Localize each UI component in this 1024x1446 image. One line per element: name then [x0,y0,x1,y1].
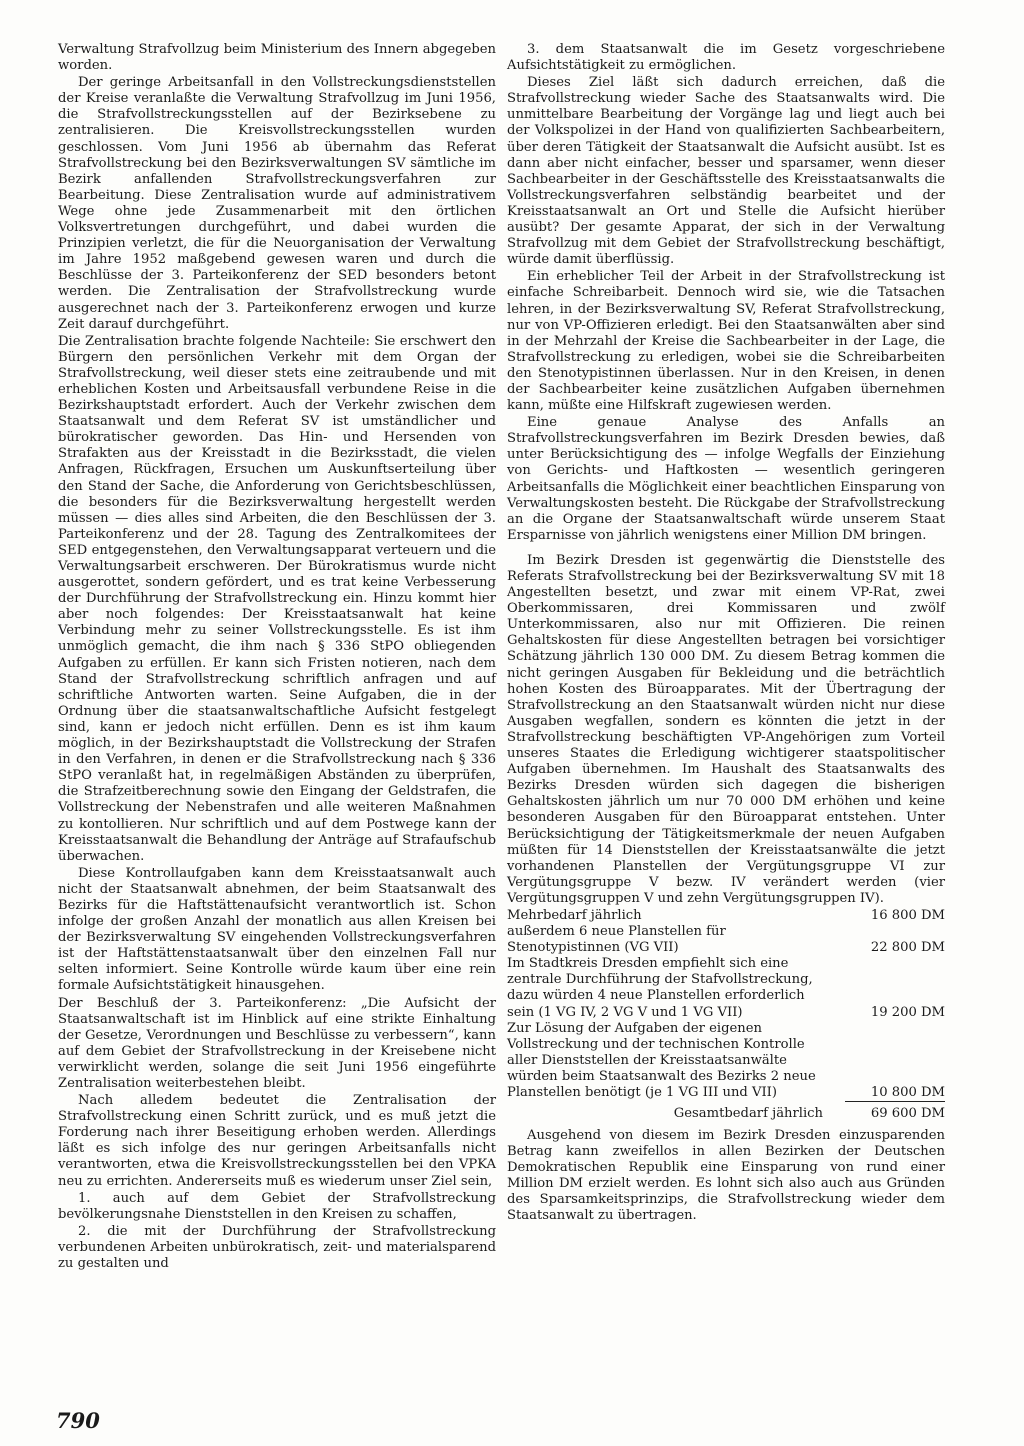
table-row [507,956,945,1020]
cost-amount: 10 800 DM [870,1084,945,1100]
table-row [507,1021,945,1101]
paragraph: Die Zentralisation brachte folgende Nachteile: Sie erschwert den Bürgern den persönlichen Verkehr mit dem Organ der Strafvollstreckung, weil dieser stets eine zeitraubende und mit erheblichen Kosten und Arbeitsausfall verbundene Reise in die Bezirkshauptstadt erfordert. Auch der Verkehr zwischen dem Staatsanwalt und dem Referat SV ist umständlicher und bürokratischer geworden. Das Hin- und Hersenden von Strafakten aus der Kreisstadt in die Bezirksstadt, die vielen Anfragen, Rückfragen, Ersuchen um Auskunftserteilung über den Stand der Sache, die Anforderung von Gerichtsbeschlüssen, die besonders für die Bezirksverwaltung hergestellt werden müssen — dies alles sind Arbeiten, die den Beschlüssen der 3. Parteikonferenz und der 28. Tagung des Zentralkomitees der SED entgegenstehen, den Verwaltungsapparat verteuern und die Verwaltungsarbeit erschweren. Der Bürokratismus wurde nicht ausgerottet, sondern gefördert, und es trat keine Verbesserung der Durchführung der Strafvollstreckung ein. Hinzu kommt hier aber noch folgendes: Der Kreisstaatsanwalt hat keine Verbindung mehr zu seiner Vollstreckungsstelle. Es ist ihm unmöglich gemacht, die ihm nach § 336 StPO obliegenden Aufgaben zu erfüllen. Er kann sich Fristen notieren, nach dem Stand der Strafvollstreckung schriftlich anfragen und auf schriftliche Antworten warten. Seine Aufgaben, die in der Ordnung über die staatsanwaltschaftliche Aufsicht festgelegt sind, kann er jedoch nicht erfüllen. Denn es ist ihm kaum möglich, in der Bezirkshauptstadt die Vollstreckung der Strafen in den Verfahren, in denen er die Strafvollstreckung nach § 336 StPO veranlaßt hat, in regelmäßigen Abständen zu überprüfen, die Strafzeitberechnung sowie den Eingang der Geldstrafen, die Vollstreckung der Nebenstrafen und alle weiteren Maßnahmen zu kontollieren. Nur schriftlich und auf dem Postwege kann der Kreisstaatsanwalt die Behandlung der Anträge auf Strafaufschub überwachen. [58,333,496,864]
paragraph: Eine genaue Analyse des Anfalls an Strafvollstreckungsverfahren im Bezirk Dresden bewies, daß unter Berücksichtigung des — infolge Wegfalls der Einziehung von Gerichts- und Haftkosten — wesentlich geringeren Arbeitsanfalls die Möglichkeit einer beachtlichen Einsparung von Verwaltungskosten besteht. Die Rückgabe der Strafvollstreckung an die Organe der Staatsanwaltschaft würde unserem Staat Ersparnisse von jährlich wenigstens einer Million DM bringen. [507,415,945,543]
cost-amount: 19 200 DM [870,1004,945,1020]
page-number: 790 [56,1408,100,1433]
paragraph: Der Beschluß der 3. Parteikonferenz: „Die Aufsicht der Staatsanwaltschaft ist im Hinblick auf eine strikte Einhaltung der Gesetze, Verordnungen und Beschlüsse zu verbessern“, kann auf dem Gebiet der Strafvollstreckung in der Kreisebene nicht verwirklicht werden, solange die seit Juni 1956 eingeführte Zentralisation weiterbestehen bleibt. [58,995,496,1091]
cost-label: Im Stadtkreis Dresden empfiehlt sich eine zentrale Durchführung der Stafvollstreckung, dazu würden 4 neue Planstellen erforderlich sein (1 VG IV, 2 VG V und 1 VG VII) [507,956,813,1020]
paragraph: Verwaltung Strafvollzug beim Ministerium des Innern abgegeben worden. [58,42,496,74]
table-row [507,924,945,956]
paragraph: Ein erheblicher Teil der Arbeit in der Strafvollstreckung ist einfache Schreibarbeit. Dennoch wird sie, wie die Tatsachen lehren, in der Bezirksverwaltung SV, Referat Strafvollstreckung, nur von VP-Offizieren erledigt. Bei den Staatsanwälten aber sind in der Mehrzahl der Kreise die Sachbearbeiter in der Lage, die Strafvollstreckung zu erledigen, wobei sie die Schreibarbeiten den Stenotypistinnen überlassen. Nur in den Kreisen, in denen der Sachbearbeiter keine zusätzlichen Aufgaben übernehmen kann, müßte eine Hilfskraft zugewiesen werden. [507,269,945,414]
list-item: 2. die mit der Durchführung der Strafvollstreckung verbundenen Arbeiten unbürokratisch, zeit- und materialsparend zu gestalten und [58,1223,496,1272]
cost-amount: 22 800 DM [870,940,945,956]
paragraph: Der geringe Arbeitsanfall in den Vollstreckungsdienststellen der Kreise veranlaßte die Verwaltung Strafvollzug im Juni 1956, die Strafvollstreckungsstellen auf der Bezirksebene zu zentralisieren. Die Kreisvollstreckungsstellen wurden geschlossen. Vom Juni 1956 ab übernahm das Referat Strafvollstreckung bei den Bezirksverwaltungen SV sämtliche im Bezirk anfallenden Strafvollstreckungsverfahren zur Bearbeitung. Diese Zentralisation wurde auf administrativem Wege ohne jede Zusammenarbeit mit den örtlichen Volksvertretungen durchgeführt, und dabei wurden die Prinzipien verletzt, die für die Neuorganisation der Verwaltung im Jahre 1952 maßgebend gewesen waren und durch die Beschlüsse der 3. Parteikonferenz der SED besonders betont werden. Die Zentralisation der Strafvollstreckung wurde ausgerechnet nach der 3. Parteikonferenz erwogen und kurze Zeit darauf durchgeführt. [58,75,496,332]
right-column [507,42,945,1225]
total-row [507,1101,945,1128]
cost-label: Mehrbedarf jährlich [507,907,642,923]
total-amount: 69 600 DM [845,1101,945,1128]
cost-table [507,908,945,1128]
table-row [507,908,945,924]
cost-label: Zur Lösung der Aufgaben der eigenen Vollstreckung und der technischen Kontrolle aller Dienststellen der Kreisstaatsanwälte würden beim Staatsanwalt des Bezirks 2 neue Planstellen benötigt (je 1 VG III und VII) [507,1020,816,1100]
list-item: 1. auch auf dem Gebiet der Strafvollstreckung bevölkerungsnahe Dienststellen in den Kreisen zu schaffen, [58,1190,496,1222]
paragraph: Nach alledem bedeutet die Zentralisation der Strafvollstreckung einen Schritt zurück, und es muß jetzt die Forderung nach ihrer Beseitigung erhoben werden. Allerdings läßt es sich infolge des nur geringen Arbeitsanfalls nicht verantworten, etwa die Kreisvollstreckungsstellen bei den VPKA neu zu errichten. Andererseits muß es wiederum unser Ziel sein, [58,1093,496,1189]
paragraph: Im Bezirk Dresden ist gegenwärtig die Dienststelle des Referats Strafvollstreckung bei der Bezirksverwaltung SV mit 18 Angestellten besetzt, und zwar mit einem VP-Rat, zwei Oberkommissaren, drei Kommissaren und zwölf Unterkommissaren, also nur mit Offizieren. Die reinen Gehaltskosten für diese Angestellten betragen bei vorsichtiger Schätzung jährlich 130 000 DM. Zu diesem Betrag kommen die nicht geringen Ausgaben für Bekleidung und die beträchtlich hohen Kosten des Büroapparates. Mit der Übertragung der Strafvollstreckung an den Staatsanwalt würden nicht nur diese Ausgaben wegfallen, sondern es könnten die jetzt in der Strafvollstreckung beschäftigten VP-Angehörigen zum Vorteil unseres Staates die Erledigung wichtigerer staatspolitischer Aufgaben übernehmen. Im Haushalt des Staatsanwalts des Bezirks Dresden würden sich dagegen die bisherigen Gehaltskosten jährlich um nur 70 000 DM erhöhen und keine besonderen Ausgaben für den Büroapparat entstehen. Unter Berücksichtigung der Tätigkeitsmerkmale der neuen Aufgaben müßten für 14 Dienststellen der Kreisstaatsanwälte die jetzt vorhandenen Planstellen der Vergütungsgruppe VI zur Vergütungsgruppe V bezw. IV verändert werden (vier Vergütungsgruppen V und zehn Vergütungsgruppen IV). [507,552,945,906]
total-label: Gesamtbedarf jährlich [673,1105,823,1121]
cost-label: außerdem 6 neue Planstellen für Stenotypistinnen (VG VII) [507,924,726,956]
list-item: 3. dem Staatsanwalt die im Gesetz vorgeschriebene Aufsichtstätigkeit zu ermöglichen. [507,42,945,74]
left-column [58,42,496,1273]
paragraph: Dieses Ziel läßt sich dadurch erreichen, daß die Strafvollstreckung wieder Sache des Staatsanwalts wird. Die unmittelbare Bearbeitung der Vorgänge lag und liegt auch bei der Volkspolizei in der Hand von qualifizierten Sachbearbeitern, über deren Tätigkeit der Staatsanwalt die Aufsicht ausübt. Ist es dann aber nicht einfacher, besser und sparsamer, wenn dieser Sachbearbeiter in der Geschäftsstelle des Kreisstaatsanwalts die Vollstreckungsverfahren selbständig bearbeitet und der Kreisstaatsanwalt an Ort und Stelle die Aufsicht hierüber ausübt? Der gesamte Apparat, der sich in der Verwaltung Strafvollzug mit dem Gebiet der Strafvollstreckung beschäftigt, würde damit überflüssig. [507,75,945,268]
closing-paragraph: Ausgehend von diesem im Bezirk Dresden einzusparenden Betrag kann zweifellos in allen Bezirken der Deutschen Demokratischen Republik eine Einsparung von rund einer Million DM erzielt werden. Es lohnt sich also auch aus Gründen des Sparsamkeitsprinzips, die Strafvollstreckung wieder dem Staatsanwalt zu übertragen. [507,1127,945,1224]
paragraph: Diese Kontrollaufgaben kann dem Kreisstaatsanwalt auch nicht der Staatsanwalt abnehmen, der beim Staatsanwalt des Bezirks für die Haftstättenaufsicht verantwortlich ist. Schon infolge der großen Anzahl der monatlich aus allen Kreisen bei der Bezirksverwaltung SV eingehenden Vollstreckungsverfahren ist der Haftstättenstaatsanwalt über den einzelnen Fall nur selten informiert. Seine Kontrolle würde kaum über eine rein formale Aufsichtstätigkeit hinausgehen. [58,865,496,994]
cost-amount: 16 800 DM [870,907,945,923]
